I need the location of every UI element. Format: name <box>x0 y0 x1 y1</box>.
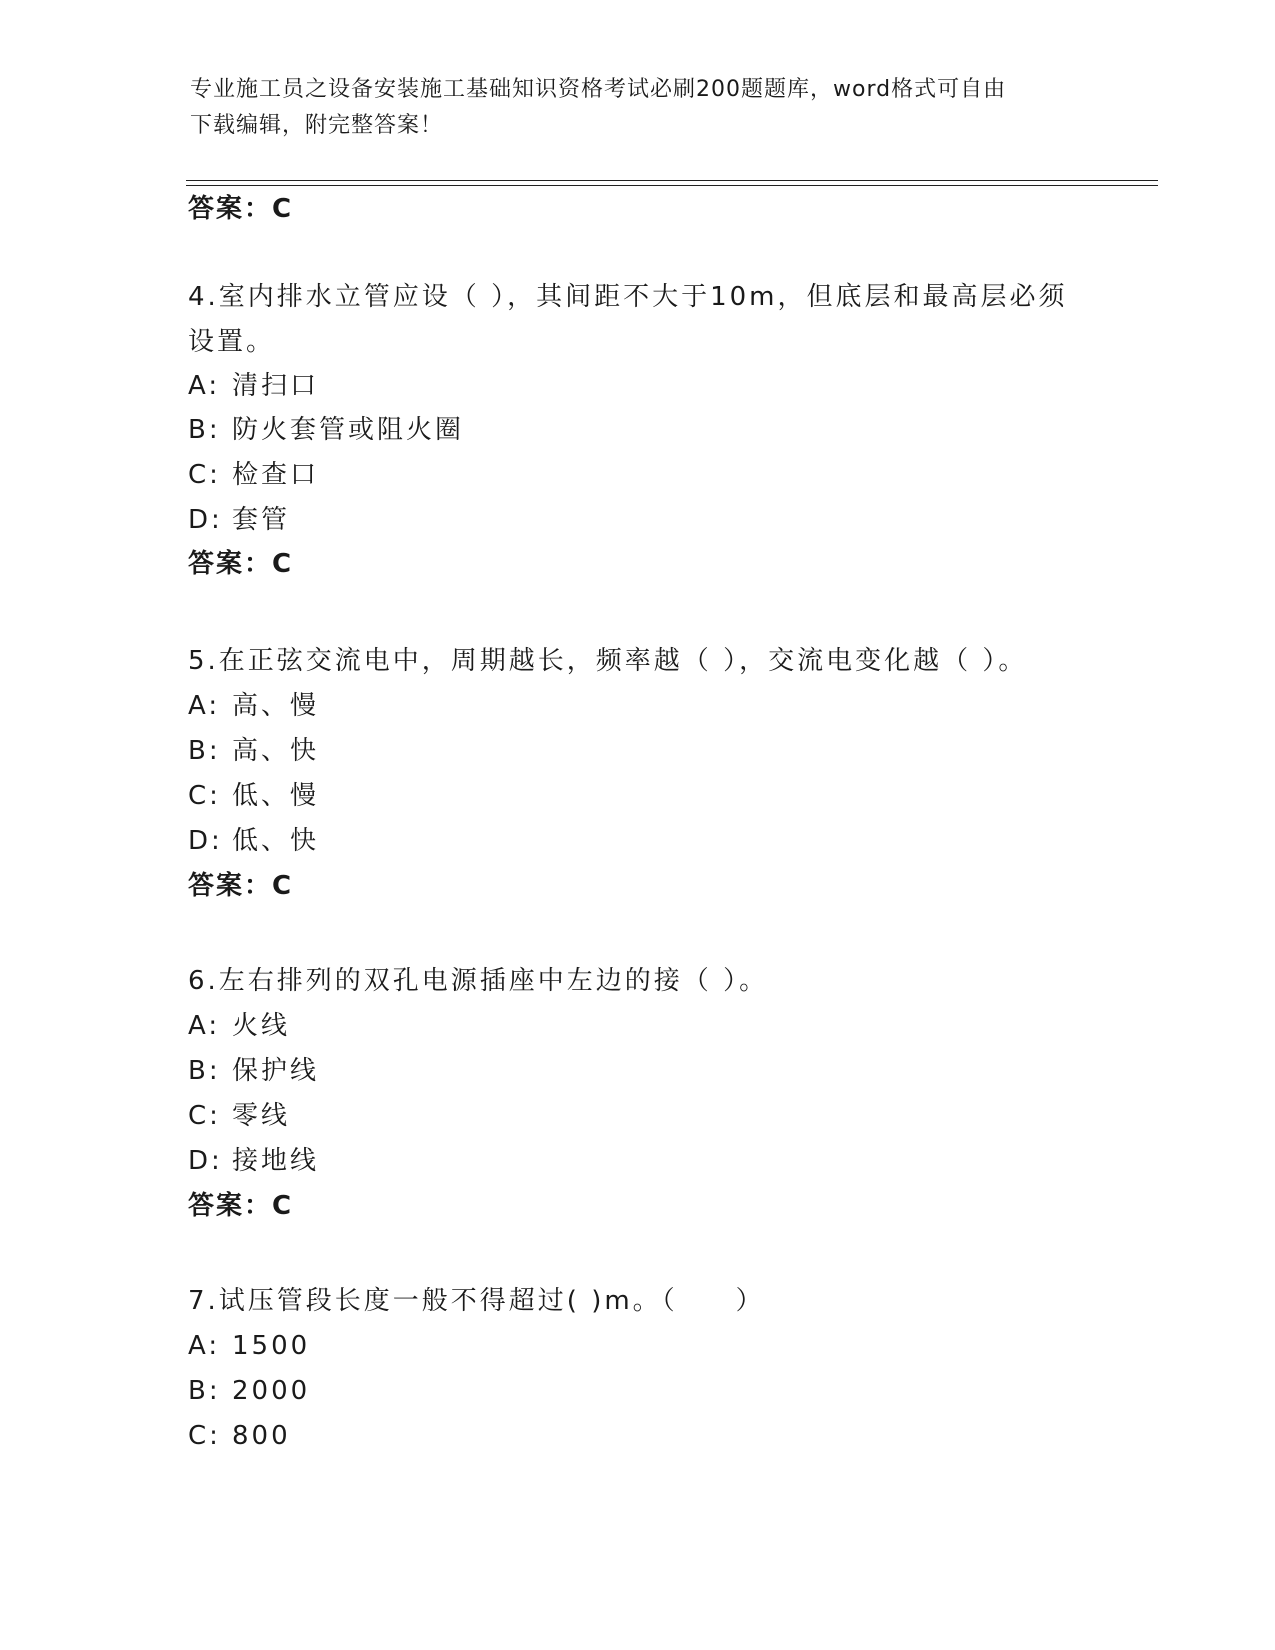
question-stem-line-2: 设置。 <box>188 327 276 357</box>
option-text: 1500 <box>232 1331 311 1361</box>
answer-previous: 答案：C <box>188 194 294 224</box>
option-text: 接地线 <box>232 1146 320 1176</box>
option-label: B: <box>188 1376 221 1406</box>
option-b <box>188 1375 310 1407</box>
option-label: B: <box>188 736 221 766</box>
option-text: 低、快 <box>232 826 320 856</box>
option-label: D: <box>188 505 223 535</box>
title-line-1: 专业施工员之设备安装施工基础知识资格考试必刷200题题库，word格式可自由 <box>190 77 1007 102</box>
option-label: A: <box>188 691 221 721</box>
option-b <box>188 414 464 446</box>
question-stem-line-1: 6.左右排列的双孔电源插座中左边的接（ ）。 <box>188 966 769 996</box>
option-c <box>188 780 319 812</box>
option-label: D: <box>188 826 223 856</box>
option-c <box>188 459 319 491</box>
option-label: C: <box>188 460 221 490</box>
question-stem-line-1: 7.试压管段长度一般不得超过( )m。（ ） <box>188 1286 765 1316</box>
option-text: 低、慢 <box>232 781 320 811</box>
document-title <box>190 72 1090 144</box>
option-d <box>188 825 319 857</box>
option-text: 套管 <box>232 505 291 535</box>
option-text: 防火套管或阻火圈 <box>232 415 465 445</box>
option-a <box>188 690 319 722</box>
option-b <box>188 1055 319 1087</box>
answer: 答案：C <box>188 1191 294 1221</box>
answer: 答案：C <box>188 871 294 901</box>
option-text: 2000 <box>232 1376 311 1406</box>
option-text: 800 <box>232 1421 291 1451</box>
header-divider-top <box>186 180 1158 181</box>
option-text: 保护线 <box>232 1056 320 1086</box>
option-label: B: <box>188 415 221 445</box>
option-text: 高、快 <box>232 736 320 766</box>
question-stem-line-1: 4.室内排水立管应设（ ），其间距不大于10m，但底层和最高层必须 <box>188 282 1068 312</box>
option-b <box>188 735 319 767</box>
option-label: C: <box>188 1421 221 1451</box>
answer: 答案：C <box>188 549 294 579</box>
option-text: 清扫口 <box>232 371 320 401</box>
option-label: C: <box>188 1101 221 1131</box>
option-d <box>188 504 290 536</box>
option-a <box>188 370 319 402</box>
option-d <box>188 1145 319 1177</box>
option-label: D: <box>188 1146 223 1176</box>
title-line-2: 下载编辑，附完整答案！ <box>190 113 444 138</box>
option-text: 零线 <box>232 1101 291 1131</box>
option-c <box>188 1420 291 1452</box>
option-label: B: <box>188 1056 221 1086</box>
option-a <box>188 1010 290 1042</box>
header-divider-bottom <box>186 185 1158 186</box>
option-label: A: <box>188 1011 221 1041</box>
option-label: A: <box>188 371 221 401</box>
option-label: C: <box>188 781 221 811</box>
question-stem-line-1: 5.在正弦交流电中，周期越长，频率越（ ），交流电变化越（ ）。 <box>188 646 1028 676</box>
option-label: A: <box>188 1331 221 1361</box>
option-text: 检查口 <box>232 460 320 490</box>
option-a <box>188 1330 310 1362</box>
option-c <box>188 1100 290 1132</box>
option-text: 高、慢 <box>232 691 320 721</box>
option-text: 火线 <box>232 1011 291 1041</box>
